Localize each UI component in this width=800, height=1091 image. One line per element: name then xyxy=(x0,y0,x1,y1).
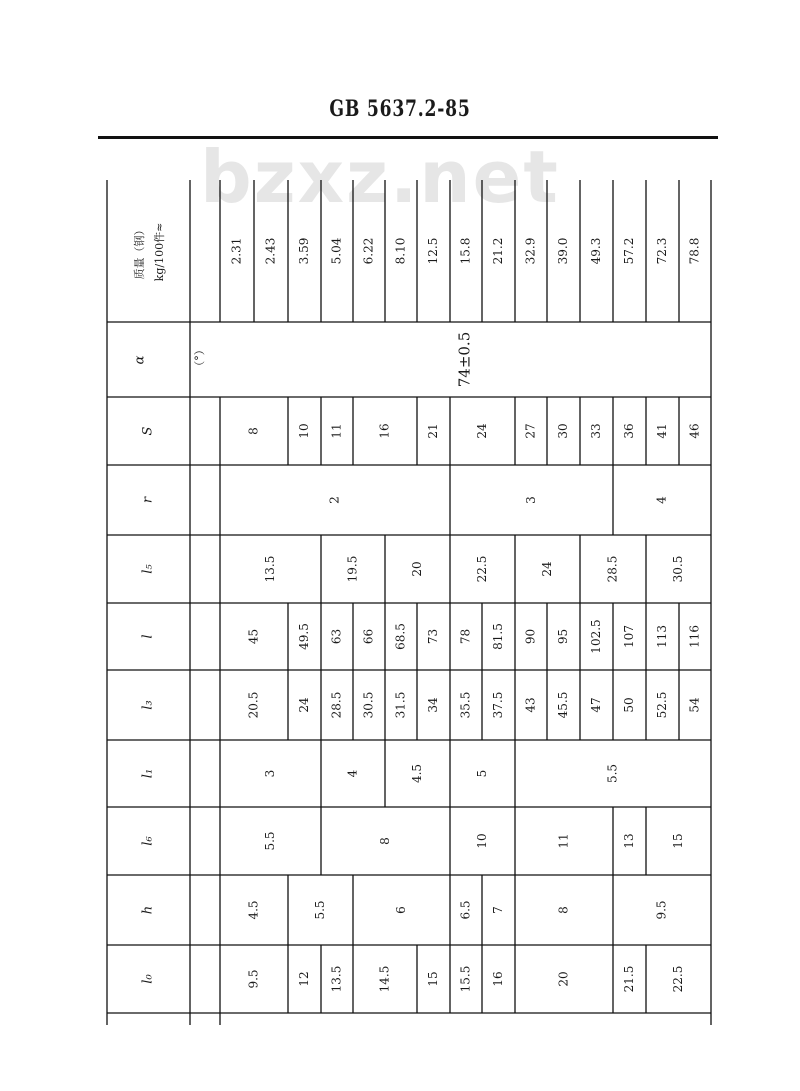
r-value: 2 xyxy=(327,496,342,504)
S-value: 27 xyxy=(523,423,538,439)
r-header-label: r xyxy=(140,496,156,504)
l0-value: 22.5 xyxy=(671,965,685,993)
l-value: 113 xyxy=(655,625,669,648)
l3-value: 50 xyxy=(622,697,636,713)
h-value: 8 xyxy=(556,906,571,914)
h-value: 6.5 xyxy=(458,900,473,920)
l3-value: 47 xyxy=(589,697,603,713)
l-value: 45 xyxy=(246,628,261,645)
h-value: 6 xyxy=(394,906,408,914)
l5-value: 30.5 xyxy=(671,555,685,583)
l-value: 68.5 xyxy=(393,623,408,650)
l5-value: 28.5 xyxy=(605,555,620,583)
mass-header-unit: kg/100件≈ xyxy=(153,222,166,282)
l-value: 63 xyxy=(329,628,344,645)
l-value: 90 xyxy=(523,628,538,645)
h-value: 7 xyxy=(491,906,505,914)
l6-value: 15 xyxy=(671,833,685,849)
S-value: 33 xyxy=(589,423,603,439)
l6-value: 8 xyxy=(378,837,392,845)
alpha-header-label: α xyxy=(132,355,148,365)
l5-header-label: l₅ xyxy=(140,564,156,574)
alpha-header-unit: （°） xyxy=(193,344,206,372)
S-value: 46 xyxy=(687,423,702,439)
l3-value: 35.5 xyxy=(458,691,473,719)
mass-value: 12.5 xyxy=(426,237,440,265)
mass-value: 5.04 xyxy=(329,237,344,265)
l-value: 78 xyxy=(458,628,473,645)
S-value: 30 xyxy=(556,423,570,439)
l0-value: 14.5 xyxy=(377,965,392,993)
mass-value: 15.8 xyxy=(458,237,473,265)
l0-value: 21.5 xyxy=(622,965,636,993)
mass-value: 8.10 xyxy=(393,237,408,265)
l3-value: 20.5 xyxy=(246,691,261,719)
alpha-value: 74±0.5 xyxy=(455,331,474,388)
l-header-label: l xyxy=(140,634,156,639)
l1-value: 4.5 xyxy=(410,763,424,784)
l-value: 107 xyxy=(622,625,636,648)
l3-header-label: l₃ xyxy=(140,700,156,710)
S-value: 11 xyxy=(329,423,344,439)
l3-value: 43 xyxy=(523,697,538,713)
mass-value: 21.2 xyxy=(491,237,505,265)
l0-value: 16 xyxy=(491,971,505,987)
h-header-label: h xyxy=(140,905,156,915)
l6-header-label: l₆ xyxy=(140,836,156,846)
h-value: 9.5 xyxy=(654,900,669,920)
standard-number: GB 5637.2-85 xyxy=(329,96,471,122)
l5-value: 13.5 xyxy=(263,555,277,583)
l6-value: 11 xyxy=(556,833,571,849)
mass-value: 3.59 xyxy=(297,237,311,265)
l3-value: 52.5 xyxy=(655,691,669,719)
l1-value: 5.5 xyxy=(605,763,620,784)
S-value: 41 xyxy=(655,423,669,439)
l3-value: 30.5 xyxy=(361,691,376,719)
l3-value: 28.5 xyxy=(329,691,344,719)
mass-value: 32.9 xyxy=(523,237,538,265)
l5-value: 19.5 xyxy=(345,555,360,583)
l3-value: 24 xyxy=(297,697,311,713)
mass-value: 49.3 xyxy=(589,237,603,265)
S-value: 16 xyxy=(377,423,392,439)
l5-value: 22.5 xyxy=(475,555,489,583)
l5-value: 24 xyxy=(540,561,554,577)
mass-value: 2.31 xyxy=(229,237,244,265)
l-value: 81.5 xyxy=(491,623,505,650)
l1-value: 4 xyxy=(345,769,360,778)
l3-value: 37.5 xyxy=(491,691,505,719)
l-value: 66 xyxy=(361,628,376,645)
h-value: 5.5 xyxy=(313,900,327,920)
l3-value: 45.5 xyxy=(556,691,570,719)
l-value: 102.5 xyxy=(589,619,603,654)
mass-value: 78.8 xyxy=(687,237,702,265)
l1-value: 3 xyxy=(263,769,277,778)
S-header-label: S xyxy=(140,426,156,436)
mass-value: 57.2 xyxy=(622,237,636,265)
mass-value: 72.3 xyxy=(655,237,669,265)
mass-value: 6.22 xyxy=(361,237,376,265)
l6-value: 5.5 xyxy=(263,831,277,851)
l-value: 95 xyxy=(556,628,570,645)
S-value: 21 xyxy=(426,423,440,439)
l0-value: 9.5 xyxy=(246,969,261,989)
l1-value: 5 xyxy=(475,769,489,778)
watermark-text: bzxz.net xyxy=(200,135,560,219)
S-value: 8 xyxy=(246,427,261,435)
l6-value: 13 xyxy=(622,833,636,849)
S-value: 36 xyxy=(622,423,636,439)
l6-value: 10 xyxy=(475,833,489,849)
mass-header-label: 质量（钢） xyxy=(133,224,146,280)
S-value: 24 xyxy=(475,423,489,439)
l3-value: 54 xyxy=(687,697,702,713)
l1-header-label: l₁ xyxy=(140,768,156,779)
l5-value: 20 xyxy=(410,561,424,577)
l0-value: 13.5 xyxy=(329,965,344,993)
l-value: 116 xyxy=(687,625,702,648)
l3-value: 31.5 xyxy=(393,691,408,719)
l0-value: 15 xyxy=(426,971,440,987)
mass-value: 39.0 xyxy=(556,237,570,265)
S-value: 10 xyxy=(297,423,311,439)
l-value: 73 xyxy=(426,628,440,645)
l0-header-label: l₀ xyxy=(140,974,156,984)
mass-value: 2.43 xyxy=(263,237,278,265)
l3-value: 34 xyxy=(426,697,440,713)
h-value: 4.5 xyxy=(246,900,261,920)
r-value: 4 xyxy=(654,496,669,504)
l-value: 49.5 xyxy=(297,623,311,650)
l0-value: 15.5 xyxy=(458,965,473,993)
l0-value: 12 xyxy=(297,971,311,987)
l0-value: 20 xyxy=(556,971,571,987)
r-value: 3 xyxy=(524,496,538,504)
